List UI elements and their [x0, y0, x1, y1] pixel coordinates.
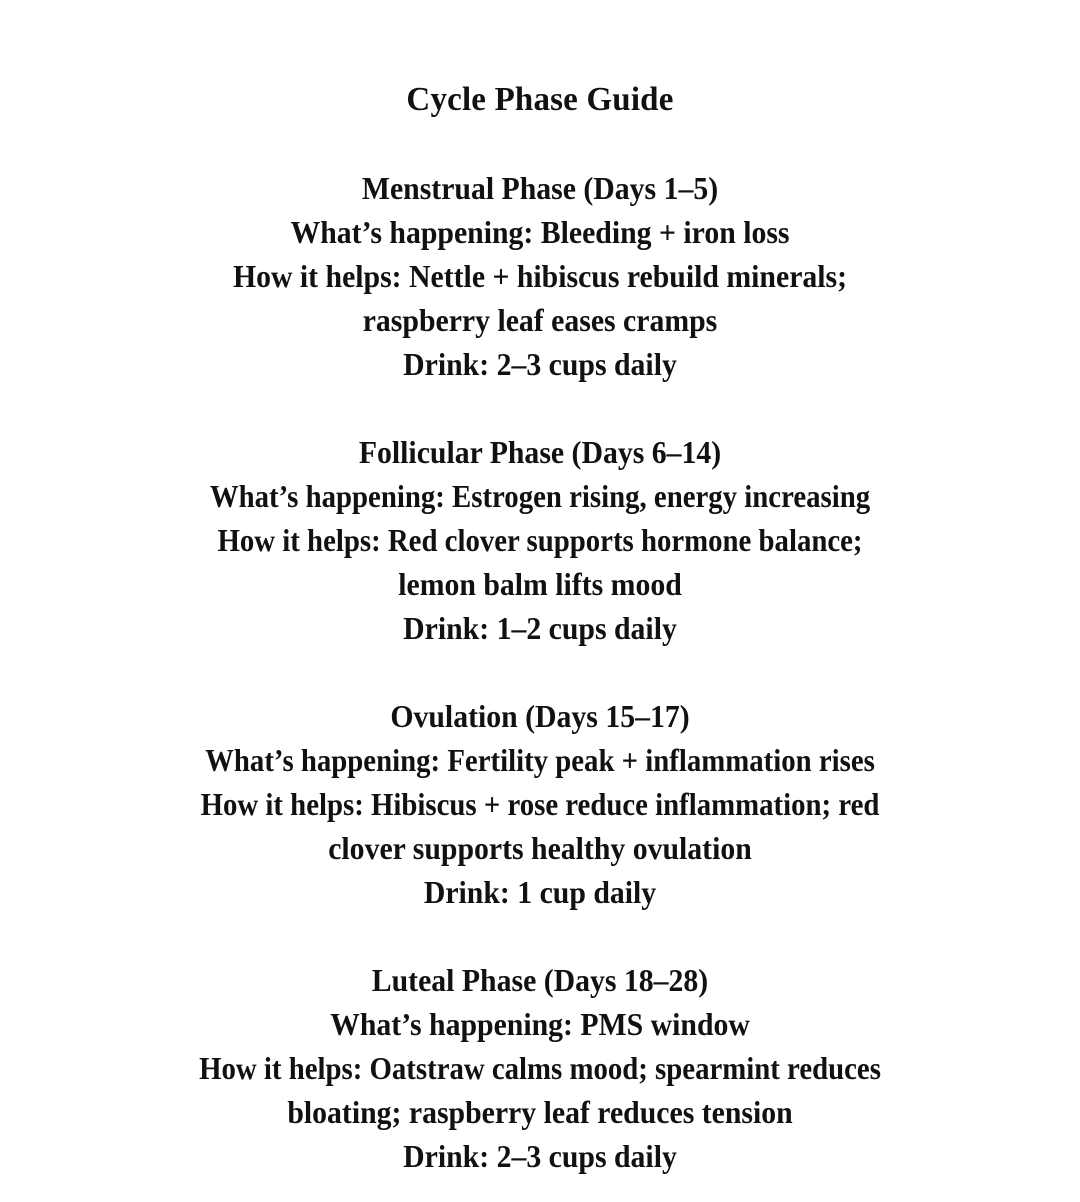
phase-whats-happening-follicular: What’s happening: Estrogen rising, energy increasing [209, 478, 871, 514]
phase-block-follicular [40, 430, 1040, 650]
phase-how-it-helps-menstrual-line-1: How it helps: Nettle + hibiscus rebuild minerals; [232, 258, 848, 294]
phase-drink-follicular: Drink: 1–2 cups daily [403, 610, 677, 646]
phase-block-ovulation [40, 694, 1040, 914]
phase-how-it-helps-follicular-line-1: How it helps: Red clover supports hormone balance; [217, 522, 863, 558]
phase-how-it-helps-follicular-line-2: lemon balm lifts mood [398, 566, 682, 602]
phase-heading-follicular: Follicular Phase (Days 6–14) [358, 434, 722, 470]
phase-how-it-helps-ovulation-line-2: clover supports healthy ovulation [328, 830, 752, 866]
phase-drink-luteal: Drink: 2–3 cups daily [403, 1138, 677, 1174]
phase-how-it-helps-luteal-line-1: How it helps: Oatstraw calms mood; spearmint reduces [199, 1050, 881, 1086]
phase-how-it-helps-ovulation-line-1: How it helps: Hibiscus + rose reduce inflammation; red [200, 786, 880, 822]
phase-whats-happening-menstrual: What’s happening: Bleeding + iron loss [290, 214, 790, 250]
phase-block-luteal [40, 958, 1040, 1178]
phase-how-it-helps-luteal-line-2: bloating; raspberry leaf reduces tension [287, 1094, 793, 1130]
phase-whats-happening-luteal: What’s happening: PMS window [330, 1006, 750, 1042]
phase-how-it-helps-menstrual-line-2: raspberry leaf eases cramps [362, 302, 718, 338]
page-title: Cycle Phase Guide [406, 81, 674, 118]
phase-heading-ovulation: Ovulation (Days 15–17) [390, 698, 690, 734]
phase-drink-menstrual: Drink: 2–3 cups daily [403, 346, 677, 382]
phase-whats-happening-ovulation: What’s happening: Fertility peak + inflammation rises [205, 742, 875, 778]
phase-drink-ovulation: Drink: 1 cup daily [423, 874, 657, 910]
phase-block-menstrual [40, 166, 1040, 386]
phase-heading-menstrual: Menstrual Phase (Days 1–5) [361, 170, 719, 206]
phase-heading-luteal: Luteal Phase (Days 18–28) [371, 962, 709, 998]
